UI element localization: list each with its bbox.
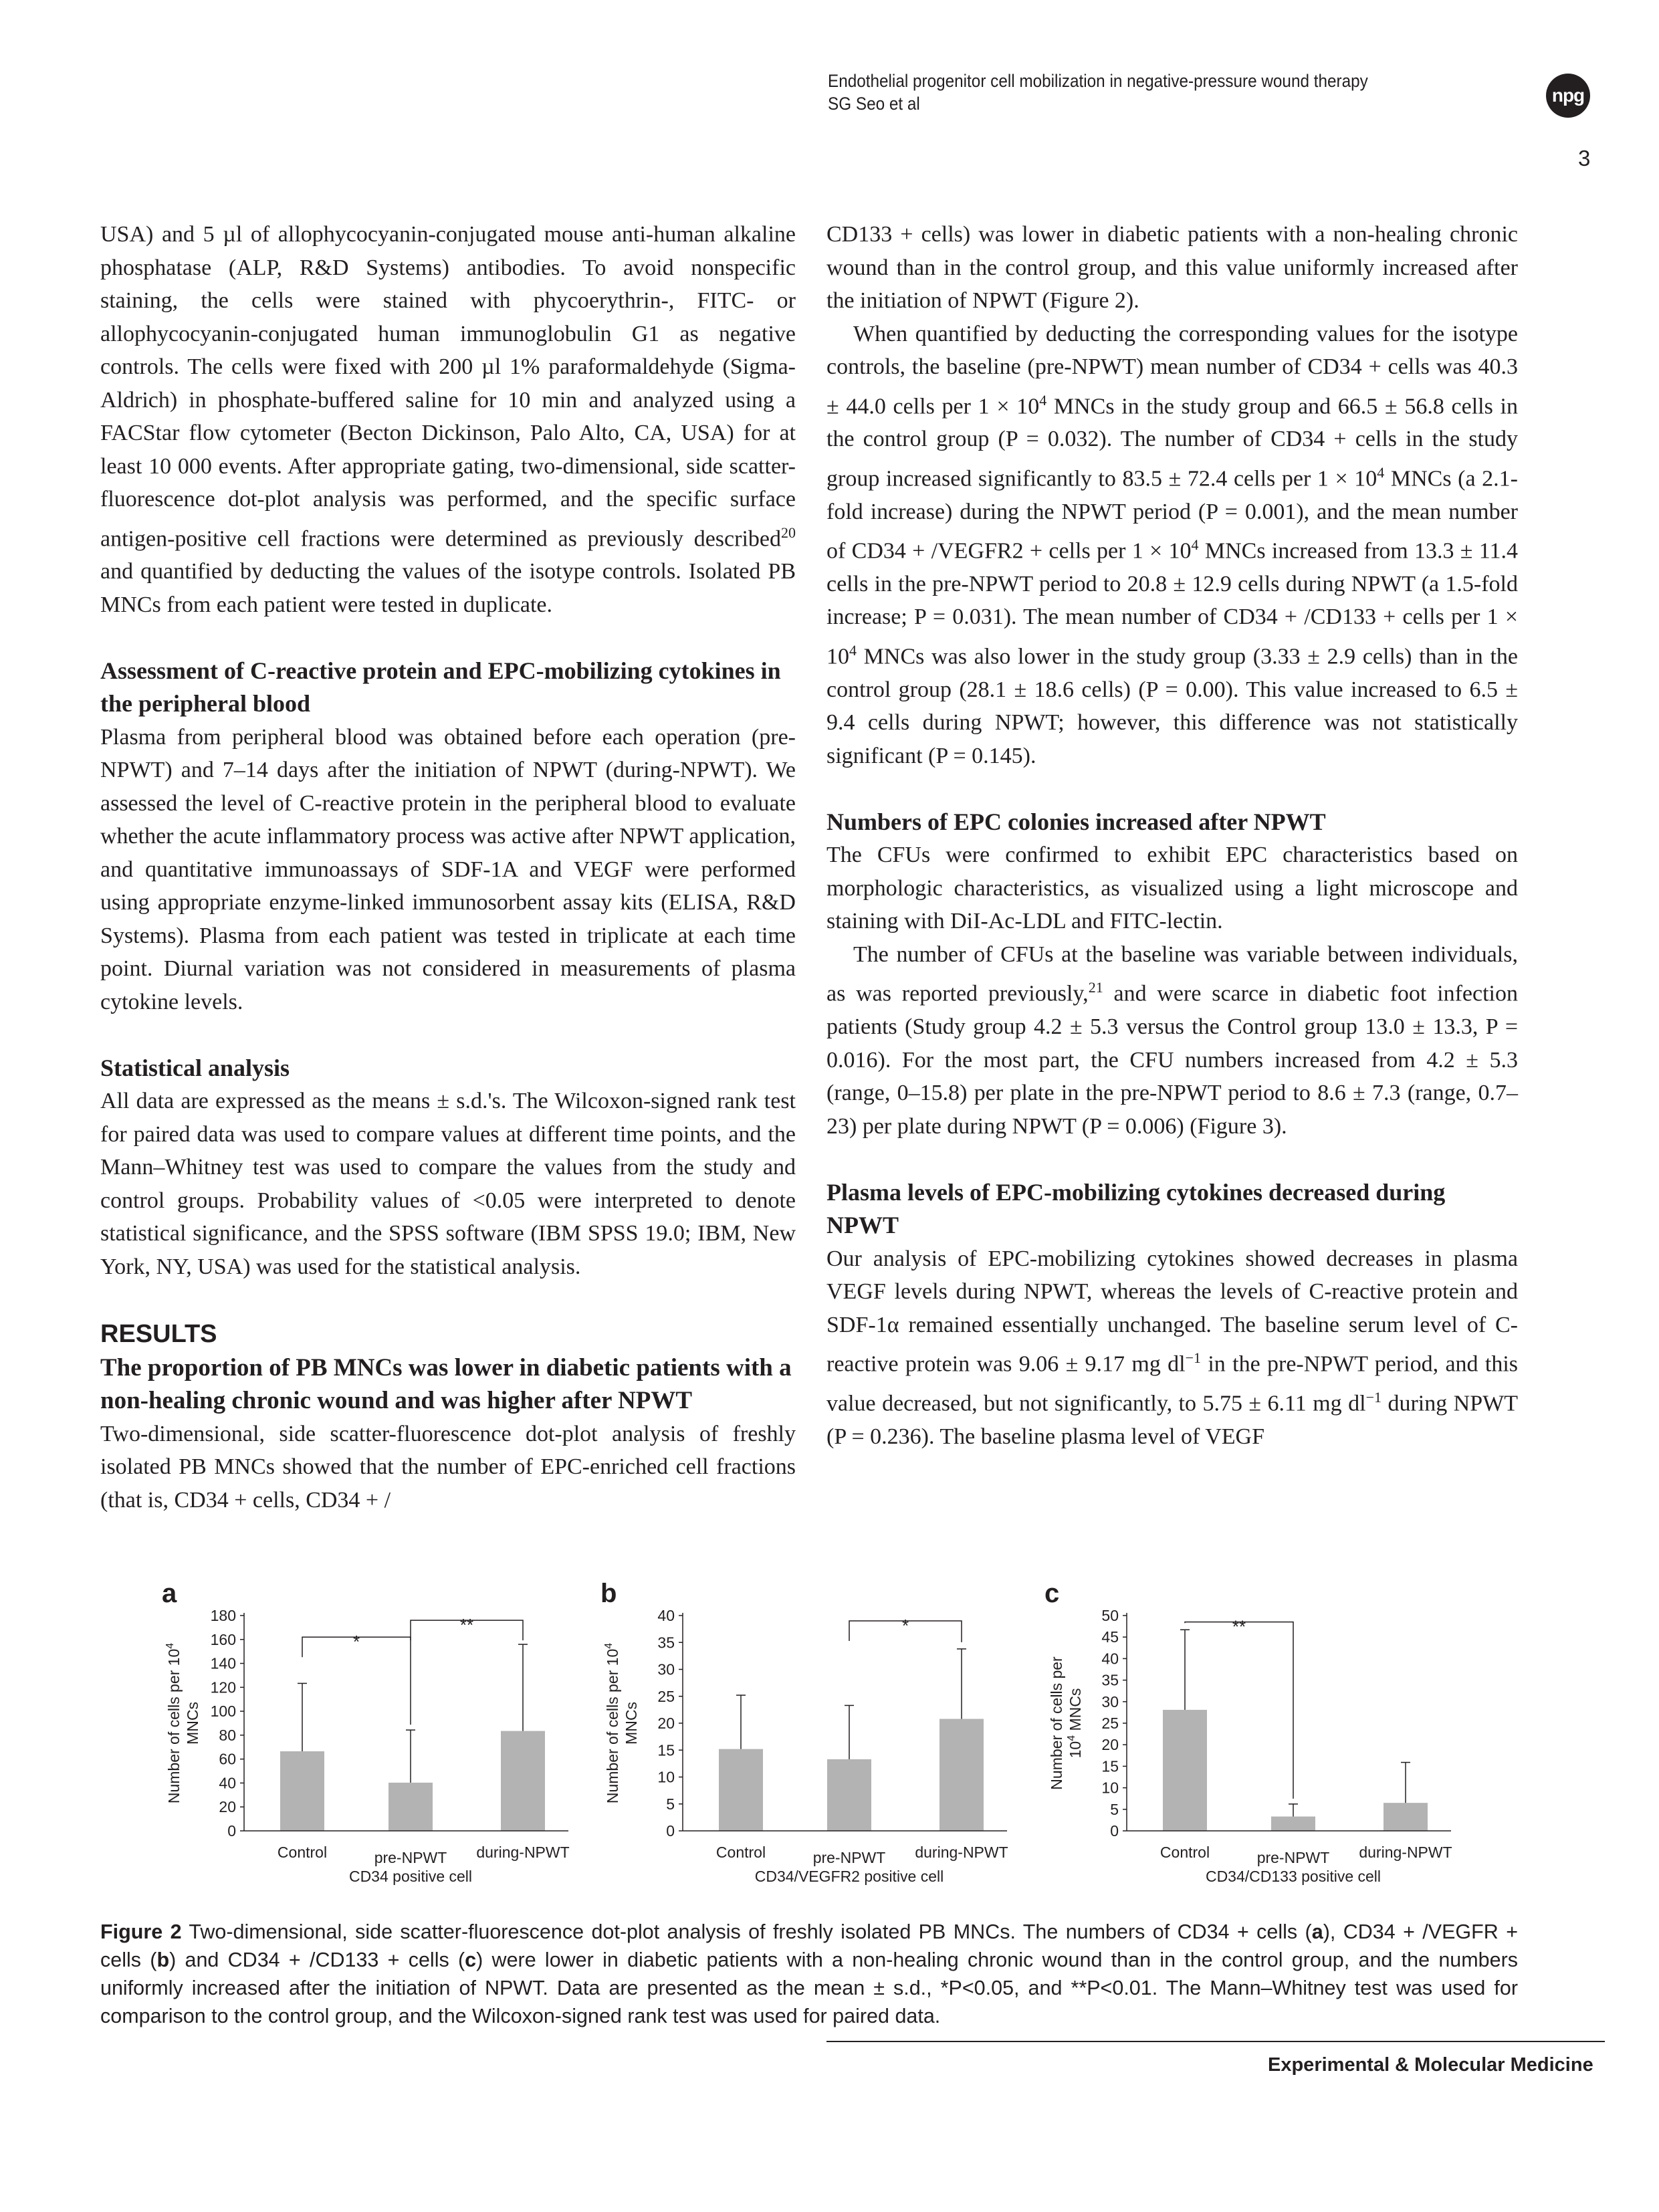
panel-label: a — [162, 1579, 177, 1608]
bar-during-npwt — [939, 1719, 984, 1831]
y-tick-label: 25 — [1101, 1715, 1119, 1732]
y-tick-label: 180 — [210, 1607, 236, 1624]
bar-pre-npwt — [389, 1783, 433, 1831]
x-axis-label: CD34/CD133 positive cell — [1205, 1868, 1381, 1885]
section-heading-plasma-levels: Plasma levels of EPC-mobilizing cytokines decreased during NPWT — [826, 1178, 1446, 1239]
panel-label: c — [1044, 1579, 1060, 1608]
quantification-paragraph: When quantified by deducting the corresponding values for the isotype controls, the baseline (pre-NPWT) mean number of CD34 + cells was 40.3 ± 44.0 cells per $1 \times 10^4$ MNCs in the study group and 66.5 ± 56.8 cells in the control group (P = 0.032). The number of CD34 + cells in the study group increased significantly to 83.5 ± 72.4 cells per $1 \times 10^4$ MNCs (a 2.1-fold increase) during the NPWT period (P = 0.001), and the mean number of CD34 + /VEGFR2 + cells per $1 \times 10^4$ MNCs increased from 13.3 ± 11.4 cells in the pre-NPWT period to 20.8 ± 12.9 cells during NPWT (a 1.5-fold increase; P = 0.031). The mean number of CD34 + /CD133 + cells per $1 \times 10^4$ MNCs was also lower in the study group (3.33 ± 2.9 cells) than in the control group (28.1 ± 18.6 cells) (P = 0.00). This value increased to 6.5 ± 9.4 cells during NPWT; however, this difference was not statistically significant (P = 0.145). — [826, 321, 1518, 768]
y-axis-label — [164, 1643, 201, 1803]
y-tick-label: 35 — [657, 1634, 675, 1652]
y-tick-label: 40 — [219, 1774, 236, 1792]
y-axis-label-line-1: Number of cells per $10^4$ — [603, 1642, 621, 1804]
bar-control — [280, 1751, 324, 1831]
bar-during-npwt — [501, 1731, 545, 1831]
y-tick-label: 45 — [1101, 1628, 1119, 1646]
bar-chart-a — [154, 1578, 582, 1899]
section-heading-statistics: Statistical analysis — [100, 1054, 290, 1081]
x-category-label: pre-NPWT — [374, 1849, 447, 1866]
section-heading-crp: Assessment of C-reactive protein and EPC-mobilizing cytokines in the peripheral blood — [100, 657, 781, 717]
y-axis-label-line-2: MNCs — [184, 1702, 201, 1745]
y-axis-label — [603, 1643, 640, 1803]
bar-chart-b — [592, 1578, 1020, 1899]
y-tick-label: 0 — [227, 1822, 236, 1840]
methods-paragraph: USA) and 5 µl of allophycocyanin-conjugated mouse anti-human alkaline phosphatase (ALP, R&D Systems) antibodies. To avoid nonspecific staining, the cells were stained with phycoerythrin-, FITC- or allophycocyanin-conjugated human immunoglobulin G1 as negative controls. The cells were fixed with 200 µl 1% paraformaldehyde (Sigma-Aldrich) in phosphate-buffered saline for 10 min and analyzed using a FACStar flow cytometer (Becton Dickinson, Palo Alto, CA, USA) for at least 10 000 events. After appropriate gating, two-dimensional, side scatter-fluorescence dot-plot analysis was performed, and the specific surface antigen-positive cell fractions were determined as previously described$^{20}$ and quantified by deducting the values of the isotype controls. Isolated PB MNCs from each patient were tested in duplicate. — [100, 222, 796, 617]
y-tick-label: 40 — [1101, 1650, 1119, 1668]
y-tick-label: 0 — [1110, 1822, 1119, 1840]
cfu-paragraph: The CFUs were confirmed to exhibit EPC characteristics based on morphologic characteristics, as visualized using a light microscope and staining with DiI-Ac-LDL and FITC-lectin. — [826, 843, 1518, 934]
bar-control — [1163, 1710, 1207, 1831]
x-category-label: during-NPWT — [915, 1844, 1008, 1861]
results-continued-paragraph: CD133 + cells) was lower in diabetic patients with a non-healing chronic wound than in the control group, and this value uniformly increased after the initiation of NPWT (Figure 2). — [826, 222, 1518, 313]
bar-pre-npwt — [1271, 1817, 1315, 1831]
bar-control — [719, 1749, 763, 1831]
chart-panel-b — [592, 1578, 1020, 1899]
y-tick-label: 20 — [657, 1715, 675, 1732]
section-heading-epc-colonies: Numbers of EPC colonies increased after NPWT — [826, 808, 1326, 835]
chart-panel-a — [154, 1578, 582, 1899]
y-tick-label: 80 — [219, 1726, 236, 1744]
y-tick-label: 40 — [657, 1607, 675, 1624]
y-axis-label — [1048, 1656, 1084, 1790]
x-axis-label: CD34 positive cell — [348, 1868, 473, 1885]
results-heading: RESULTS — [100, 1319, 217, 1348]
npg-logo: npg — [1546, 74, 1590, 118]
y-tick-label: 35 — [1101, 1671, 1119, 1689]
x-category-label: during-NPWT — [476, 1844, 570, 1861]
y-axis-label-line-1: Number of cells per $10^4$ — [164, 1642, 183, 1804]
figure-caption: Figure 2 Two-dimensional, side scatter-fluorescence dot-plot analysis of freshly isolated PB MNCs. The numbers of CD34 + cells (a), CD34 + /VEGFR + cells (b) and CD34 + /CD133 + cells (c) were lower in diabetic patients with a non-healing chronic wound than in the control group, and the numbers uniformly increased after the initiation of NPWT. Data are presented as the mean ± s.d., *P<0.05, and **P<0.01. The Mann–Whitney test was used for comparison to the control group, and the Wilcoxon-signed rank test was used for paired data. — [100, 1920, 1519, 2027]
results-subheading: The proportion of PB MNCs was lower in diabetic patients with a non-healing chronic wound and was higher after NPWT — [100, 1353, 792, 1415]
significance-label: * — [352, 1632, 360, 1652]
y-tick-label: 140 — [210, 1654, 236, 1672]
running-head — [828, 70, 1428, 115]
y-tick-label: 120 — [210, 1678, 236, 1696]
x-category-label: during-NPWT — [1359, 1844, 1452, 1861]
y-tick-label: 20 — [219, 1798, 236, 1816]
panel-label: b — [600, 1579, 617, 1608]
y-tick-label: 5 — [1110, 1800, 1119, 1818]
footer-rule — [826, 2041, 1605, 2042]
y-tick-label: 100 — [210, 1702, 236, 1721]
statistics-paragraph: All data are expressed as the means ± s.d.'s. The Wilcoxon-signed rank test for paired data was used to compare values at different time points, and the Mann–Whitney test was used to compare the values from the study and control groups. Probability values of <0.05 were interpreted to denote statistical significance, and the SPSS software (IBM SPSS 19.0; IBM, New York, NY, USA) was used for the statistical analysis. — [100, 1089, 796, 1279]
results-paragraph: Two-dimensional, side scatter-fluorescence dot-plot analysis of freshly isolated PB MNCs showed that the number of EPC-enriched cell fractions (that is, CD34 + cells, CD34 + / — [100, 1421, 796, 1513]
significance-label: * — [901, 1616, 909, 1636]
y-tick-label: 60 — [219, 1750, 236, 1768]
significance-label: ** — [1232, 1616, 1246, 1637]
y-tick-label: 30 — [1101, 1692, 1119, 1710]
y-tick-label: 50 — [1101, 1607, 1119, 1624]
y-tick-label: 25 — [657, 1687, 675, 1705]
significance-label: ** — [459, 1615, 474, 1636]
y-tick-label: 10 — [1101, 1779, 1119, 1797]
y-tick-label: 15 — [657, 1741, 675, 1759]
y-axis-label-line-2: MNCs — [623, 1702, 640, 1745]
y-axis-label-line-1: Number of cells per — [1048, 1656, 1065, 1790]
y-axis-label-line-2: $10^4$ MNCs — [1066, 1688, 1084, 1759]
x-category-label: Control — [715, 1844, 766, 1861]
running-authors: SG Seo et al — [828, 94, 920, 114]
journal-name: Experimental & Molecular Medicine — [1268, 2054, 1593, 2076]
cytokine-paragraph: Our analysis of EPC-mobilizing cytokines showed decreases in plasma VEGF levels during NPWT, whereas the levels of C-reactive protein and SDF-1α remained essentially unchanged. The baseline serum level of C-reactive protein was 9.06 ± 9.17 mg $dl^{-1}$ in the pre-NPWT period, and this value decreased, but not significantly, to 5.75 ± 6.11 mg $dl^{-1}$ during NPWT (P = 0.236). The baseline plasma level of VEGF — [826, 1246, 1518, 1449]
figure-2 — [154, 1578, 1531, 1899]
y-tick-label: 15 — [1101, 1757, 1119, 1775]
page-number: 3 — [1578, 146, 1591, 171]
crp-paragraph: Plasma from peripheral blood was obtained before each operation (pre-NPWT) and 7–14 days after the initiation of NPWT (during-NPWT). We assessed the level of C-reactive protein in the peripheral blood to evaluate whether the acute inflammatory process was active after NPWT application, and quantitative immunoassays of SDF-1A and VEGF were performed using appropriate enzyme-linked immunosorbent assay kits (ELISA, R&D Systems). Plasma from each patient was tested in triplicate at each time point. Diurnal variation was not considered in measurements of plasma cytokine levels. — [100, 724, 796, 1014]
x-category-label: Control — [277, 1844, 328, 1861]
y-tick-label: 160 — [210, 1630, 236, 1648]
right-column — [826, 218, 1518, 1453]
y-tick-label: 0 — [666, 1822, 675, 1840]
x-axis-label: CD34/VEGFR2 positive cell — [754, 1868, 944, 1885]
x-category-label: pre-NPWT — [812, 1849, 886, 1866]
y-tick-label: 20 — [1101, 1736, 1119, 1754]
bar-chart-c — [1036, 1578, 1464, 1899]
x-category-label: pre-NPWT — [1256, 1849, 1330, 1866]
x-category-label: Control — [1159, 1844, 1210, 1861]
y-tick-label: 10 — [657, 1768, 675, 1786]
bar-pre-npwt — [827, 1759, 871, 1831]
y-tick-label: 5 — [666, 1795, 675, 1813]
y-tick-label: 30 — [657, 1660, 675, 1678]
bar-during-npwt — [1384, 1803, 1428, 1831]
chart-panel-c — [1036, 1578, 1464, 1899]
cfu-count-paragraph: The number of CFUs at the baseline was variable between individuals, as was reported previously,$^{21}$ and were scarce in diabetic foot infection patients (Study group 4.2 ± 5.3 versus the Control group 13.0 ± 13.3, P = 0.016). For the most part, the CFU numbers increased from 4.2 ± 5.3 (range, 0–15.8) per plate in the pre-NPWT period to 8.6 ± 7.3 (range, 0.7–23) per plate during NPWT (P = 0.006) (Figure 3). — [826, 942, 1518, 1139]
running-title: Endothelial progenitor cell mobilization in negative-pressure wound therapy — [828, 71, 1368, 91]
left-column — [100, 218, 796, 1517]
